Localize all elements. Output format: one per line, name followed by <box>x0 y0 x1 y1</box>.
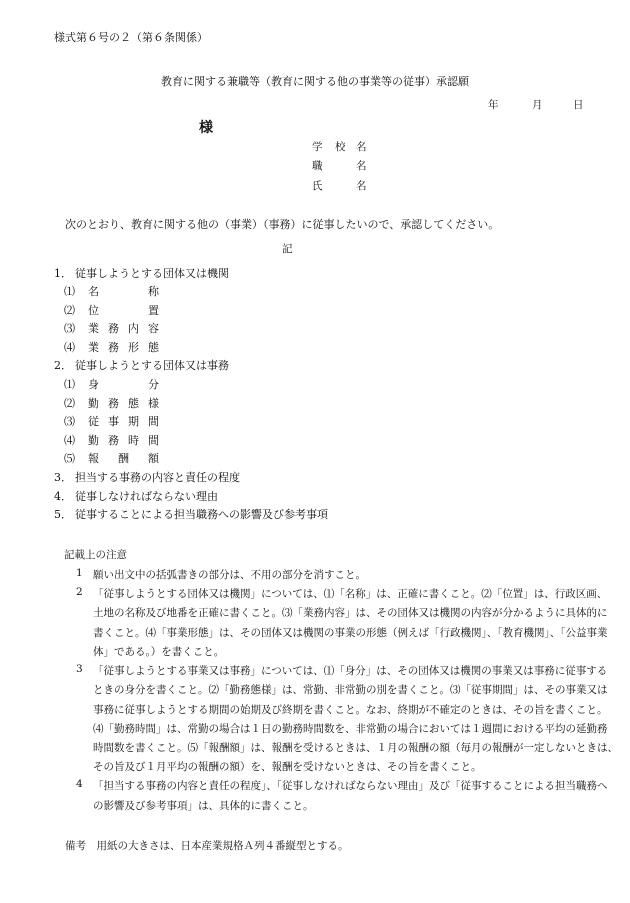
addressee: 様 <box>199 120 213 136</box>
form-code: 様式第６号の２（第６条関係） <box>54 31 208 44</box>
date-year: 年 <box>488 99 499 111</box>
date-day: 日 <box>573 99 584 111</box>
remark: 備考 用紙の大きさは、日本産業規格Ａ列４番縦型とする。 <box>65 840 349 852</box>
notes-heading: 記載上の注意 <box>64 549 127 561</box>
date-month: 月 <box>532 99 543 111</box>
ki-heading: 記 <box>282 243 293 255</box>
intro-text: 次のとおり、教育に関する他の（事業）（事務）に従事したいので、承認してください。 <box>65 218 500 231</box>
document-title: 教育に関する兼職等（教育に関する他の事業等の従事）承認願 <box>161 75 469 88</box>
